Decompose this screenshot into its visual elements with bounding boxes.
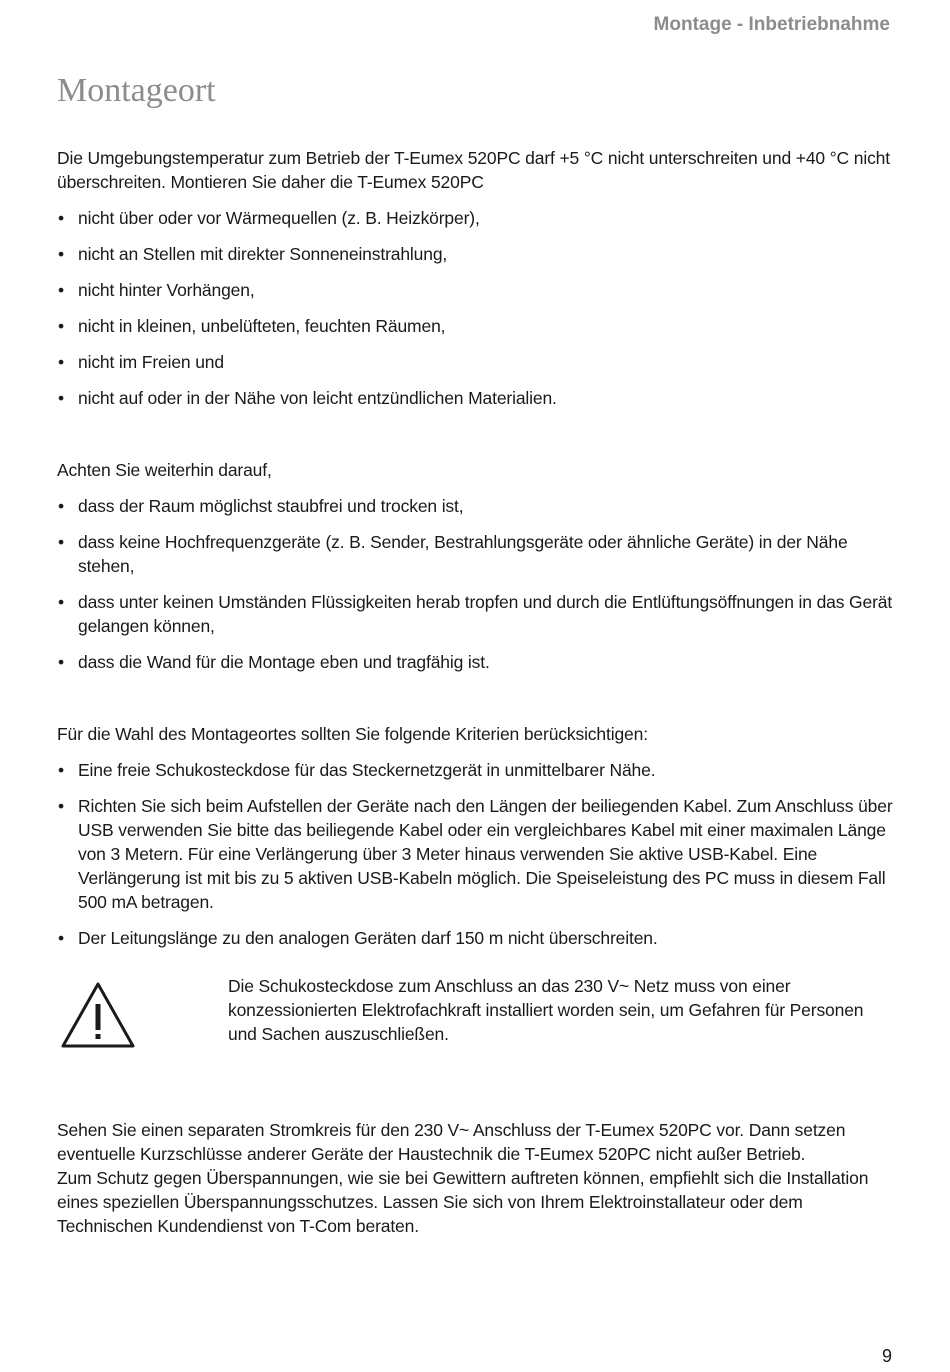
section-temperature	[57, 146, 893, 410]
section-temperature-intro: Die Umgebungstemperatur zum Betrieb der T-Eumex 520PC darf +5 °C nicht unterschreiten und +40 °C nicht überschreiten. Montieren Sie daher die T-Eumex 520PC	[57, 148, 890, 192]
section-location-criteria	[57, 722, 893, 950]
section-room-conditions-intro: Achten Sie weiterhin darauf,	[57, 460, 272, 480]
power-circuit-paragraph: Sehen Sie einen separaten Stromkreis für den 230 V~ Anschluss der T-Eumex 520PC vor. Dann setzen eventuelle Kurzschlüsse anderer Geräte der Haustechnik die T-Eumex 520PC nicht außer Betrieb.	[57, 1120, 846, 1164]
running-header: Montage - Inbetriebnahme	[653, 14, 890, 35]
section-power-circuit	[57, 1118, 893, 1238]
surge-protection-paragraph: Zum Schutz gegen Überspannungen, wie sie bei Gewittern auftreten können, empfiehlt sich die Installation eines speziellen Überspannungsschutzes. Lassen Sie sich von Ihrem Elektroinstallateur oder dem Technischen Kundendienst von T-Com beraten.	[57, 1168, 869, 1236]
list-item: • dass die Wand für die Montage eben und tragfähig ist.	[57, 650, 893, 674]
location-criteria-list	[57, 758, 893, 950]
list-item: • nicht hinter Vorhängen,	[57, 278, 893, 302]
list-item: • Der Leitungslänge zu den analogen Geräten darf 150 m nicht überschreiten.	[57, 926, 893, 950]
room-conditions-list	[57, 494, 893, 674]
list-item: • nicht im Freien und	[57, 350, 893, 374]
warning-text: Die Schukosteckdose zum Anschluss an das 230 V~ Netz muss von einer konzessionierten Elektrofachkraft installiert worden sein, um Gefahren für Personen und Sachen auszuschließen.	[228, 976, 864, 1044]
section-location-criteria-intro: Für die Wahl des Montageortes sollten Sie folgende Kriterien berücksichtigen:	[57, 724, 648, 744]
list-item: • dass keine Hochfrequenzgeräte (z. B. Sender, Bestrahlungsgeräte oder ähnliche Geräte) in der Nähe stehen,	[57, 530, 893, 578]
list-item: • dass unter keinen Umständen Flüssigkeiten herab tropfen und durch die Entlüftungsöffnungen in das Gerät gelangen können,	[57, 590, 893, 638]
list-item: • Richten Sie sich beim Aufstellen der Geräte nach den Längen der beiliegenden Kabel. Zum Anschluss über USB verwenden Sie bitte das beiliegende Kabel oder ein vergleichbares Kabel mit einer maximalen Länge von 3 Metern. Für eine Verlängerung über 3 Meter hinaus verwenden Sie aktive USB-Kabel. Eine Verlängerung ist mit bis zu 5 aktiven USB-Kabeln möglich. Die Speiseleistung des PC muss in diesem Fall 500 mA betragen.	[57, 794, 893, 914]
section-room-conditions	[57, 458, 893, 674]
list-item: • dass der Raum möglichst staubfrei und trocken ist,	[57, 494, 893, 518]
page-number: 9	[881, 1346, 892, 1366]
list-item: • nicht an Stellen mit direkter Sonneneinstrahlung,	[57, 242, 893, 266]
warning-triangle-icon	[60, 980, 136, 1050]
list-item: • nicht über oder vor Wärmequellen (z. B. Heizkörper),	[57, 206, 893, 230]
list-item: • Eine freie Schukosteckdose für das Steckernetzgerät in unmittelbarer Nähe.	[57, 758, 893, 782]
page-title: Montageort	[57, 72, 216, 109]
temperature-placement-list	[57, 206, 893, 410]
list-item: • nicht in kleinen, unbelüfteten, feuchten Räumen,	[57, 314, 893, 338]
list-item: • nicht auf oder in der Nähe von leicht entzündlichen Materialien.	[57, 386, 893, 410]
